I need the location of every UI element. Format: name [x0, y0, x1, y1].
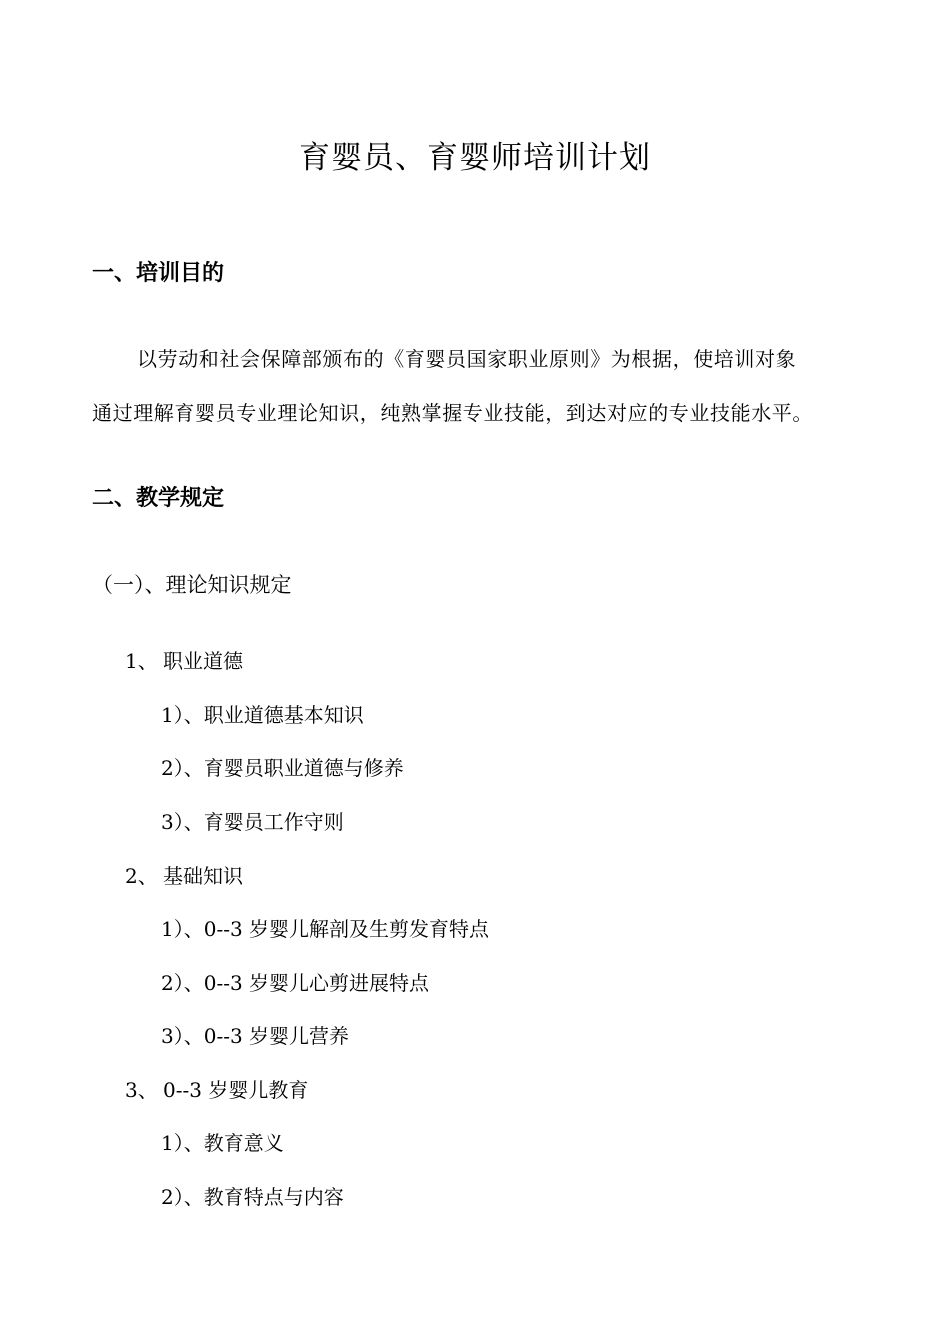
- sub-list-item: 2）、教育特点与内容: [161, 1185, 344, 1209]
- list-item-number: 3、: [125, 1078, 158, 1102]
- subsection-heading-theory: （一）、理论知识规定: [92, 573, 292, 597]
- sub-list-item: 1）、教育意义: [161, 1131, 284, 1155]
- list-item-label: 职业道德: [163, 649, 243, 673]
- sub-list-item: 1）、职业道德基本知识: [161, 703, 364, 727]
- section-heading-requirements: 二、教学规定: [92, 486, 225, 511]
- sub-list-item: 3）、育婴员工作守则: [161, 810, 344, 834]
- list-item-label: 0--3 岁婴儿教育: [163, 1078, 309, 1102]
- section-heading-purpose: 一、培训目的: [92, 261, 225, 286]
- list-item-number: 1、: [125, 649, 158, 673]
- list-item-label: 基础知识: [163, 864, 243, 888]
- list-item-number: 2、: [125, 864, 158, 888]
- sub-list-item: 3）、0--3 岁婴儿营养: [161, 1024, 350, 1048]
- list-item: [125, 645, 243, 674]
- sub-list-item: 2）、育婴员职业道德与修养: [161, 756, 404, 780]
- list-item: [125, 860, 243, 889]
- sub-list-item: 1）、0--3 岁婴儿解剖及生剪发育特点: [161, 917, 490, 941]
- paragraph-line-1: 以劳动和社会保障部颁布的《育婴员国家职业原则》为根据，使培训对象: [137, 347, 797, 371]
- paragraph-line-2: 通过理解育婴员专业理论知识，纯熟掌握专业技能，到达对应的专业技能水平。: [92, 401, 813, 425]
- sub-list-item: 2）、0--3 岁婴儿心剪进展特点: [161, 971, 430, 995]
- page-title: 育婴员、育婴师培训计划: [299, 140, 651, 176]
- list-item: [125, 1074, 308, 1103]
